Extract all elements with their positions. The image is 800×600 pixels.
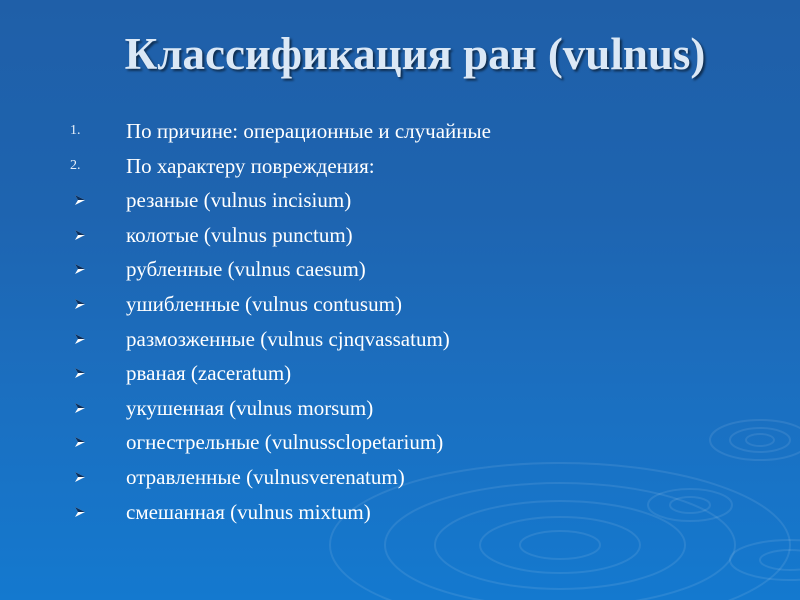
arrow-bullet-icon <box>74 436 86 448</box>
list-item-text: отравленные (vulnusverenatum) <box>126 464 405 489</box>
arrow-bullet-icon <box>74 194 86 206</box>
list-item-text: размозженные (vulnus cjnqvassatum) <box>126 326 450 351</box>
arrow-bullet-icon <box>74 229 86 241</box>
arrow-bullet-icon <box>74 506 86 518</box>
list-item-text: смешанная (vulnus mixtum) <box>126 499 371 524</box>
list-item-text: рубленные (vulnus caesum) <box>126 257 366 282</box>
list-number: 2. <box>70 157 81 173</box>
list-item-text: укушенная (vulnus morsum) <box>126 395 374 420</box>
arrow-bullet-icon <box>74 298 86 310</box>
list-item-text: рваная (zaceratum) <box>126 361 292 386</box>
list-item-text: огнестрельные (vulnussclopetarium) <box>126 430 444 455</box>
list-item-text: колотые (vulnus punctum) <box>126 222 353 247</box>
arrow-bullet-icon <box>74 471 86 483</box>
slide-title: Классификация ран (vulnus) <box>124 29 706 79</box>
list-item-text: По характеру повреждения: <box>126 153 375 178</box>
list-item-text: По причине: операционные и случайные <box>126 119 491 143</box>
arrow-bullet-icon <box>74 263 86 275</box>
arrow-bullet-icon <box>74 367 86 379</box>
arrow-bullet-icon <box>74 402 86 414</box>
arrow-bullet-icon <box>74 333 86 345</box>
list-number: 1. <box>70 123 81 138</box>
list-item-text: ушибленные (vulnus contusum) <box>126 291 402 316</box>
list-item-text: резаные (vulnus incisium) <box>126 188 352 213</box>
